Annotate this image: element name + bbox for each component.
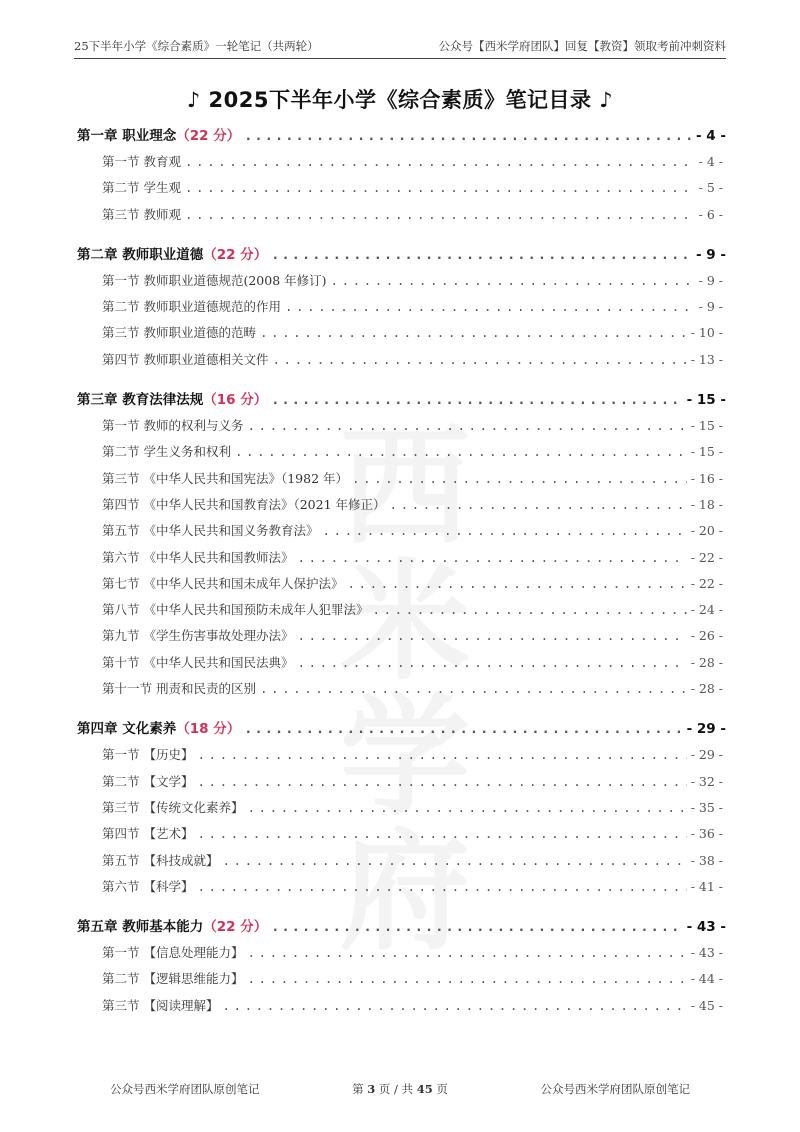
section-title: 第三节 教师职业道德的范畴 (102, 325, 256, 341)
section-title: 第三节 【传统文化素养】 (102, 799, 244, 815)
leader-dots (331, 273, 695, 288)
section-title: 第四节 【艺术】 (102, 826, 194, 842)
section-page-number: - 45 - (690, 997, 723, 1013)
section-title: 第三节 教师观 (102, 206, 181, 222)
toc-section-row[interactable] (77, 574, 726, 600)
toc-section-row[interactable] (77, 297, 726, 323)
section-title: 第三节 《中华人民共和国宪法》（1982 年） (102, 470, 349, 486)
section-title: 第五节 《中华人民共和国义务教育法》 (102, 523, 319, 539)
leader-dots (347, 576, 686, 591)
section-page-number: - 4 - (698, 154, 723, 169)
section-page-number: - 22 - (690, 575, 723, 591)
section-page-number: - 5 - (698, 180, 723, 196)
section-title: 第六节 【科学】 (102, 878, 194, 894)
toc-section-row[interactable] (77, 798, 726, 824)
total-pages: 45 (416, 1082, 433, 1096)
toc-section-row[interactable] (77, 600, 726, 626)
leader-dots (297, 550, 686, 565)
leader-dots (247, 971, 686, 986)
leader-dots (322, 523, 686, 538)
section-page-number: - 28 - (690, 681, 723, 697)
leader-dots (244, 721, 682, 737)
leader-dots (271, 392, 682, 408)
toc-chapter-row[interactable] (77, 124, 726, 150)
chapter-title: 第四章 文化素养（18 分） (77, 721, 241, 738)
leader-dots (185, 207, 695, 222)
toc-section-row[interactable] (77, 469, 726, 495)
section-page-number: - 32 - (690, 773, 723, 789)
section-page-number: - 9 - (698, 272, 723, 288)
chapter-score: （18 分） (176, 721, 241, 738)
toc-section-row[interactable] (77, 653, 726, 679)
section-page-number: - 36 - (690, 826, 723, 842)
section-page-number: - 15 - (690, 418, 723, 434)
leader-dots (272, 352, 686, 367)
chapter-score: （16 分） (203, 392, 268, 409)
section-title: 第七节 《中华人民共和国未成年人保护法》 (102, 575, 344, 591)
section-page-number: - 26 - (690, 628, 723, 644)
leader-dots (197, 879, 686, 894)
section-page-number: - 18 - (690, 496, 723, 512)
toc-section-row[interactable] (77, 350, 726, 376)
section-title: 第一节 【历史】 (102, 747, 194, 763)
section-page-number: - 29 - (690, 747, 723, 763)
section-page-number: - 13 - (690, 351, 723, 367)
leader-dots (185, 180, 695, 195)
current-page: 3 (367, 1082, 376, 1096)
chapter-title: 第三章 教育法律法规（16 分） (77, 392, 268, 409)
toc-chapter-row[interactable] (77, 915, 726, 941)
toc-chapter-row[interactable] (77, 717, 726, 743)
section-page-number: - 41 - (690, 878, 723, 894)
chapter-page-number: - 15 - (686, 392, 726, 409)
leader-dots (297, 628, 686, 643)
chapter-page-number: - 29 - (686, 721, 726, 738)
leader-dots (271, 919, 682, 935)
section-page-number: - 28 - (690, 654, 723, 670)
toc-section-row[interactable] (77, 205, 726, 231)
section-page-number: - 38 - (690, 852, 723, 868)
toc-section-row[interactable] (77, 851, 726, 877)
toc-section-row[interactable] (77, 943, 726, 969)
section-title: 第一节 教师职业道德规范(2008 年修订) (102, 272, 327, 288)
leader-dots (197, 774, 686, 789)
toc-section-row[interactable] (77, 152, 726, 178)
section-title: 第四节 教师职业道德相关文件 (102, 351, 269, 367)
section-title: 第二节 学生义务和权利 (102, 444, 231, 460)
section-page-number: - 44 - (690, 971, 723, 987)
chapter-page-number: - 43 - (686, 919, 726, 936)
leader-dots (197, 747, 686, 762)
leader-dots (372, 602, 686, 617)
section-page-number: - 16 - (690, 470, 723, 486)
chapter-title: 第二章 教师职业道德（22 分） (77, 246, 268, 263)
toc-chapter-row[interactable] (77, 388, 726, 414)
section-page-number: - 6 - (698, 206, 723, 222)
toc-section-row[interactable] (77, 969, 726, 995)
section-title: 第四节 《中华人民共和国教育法》（2021 年修正） (102, 496, 386, 512)
section-page-number: - 43 - (690, 945, 723, 961)
leader-dots (352, 471, 687, 486)
leader-dots (197, 826, 686, 841)
toc-section-row[interactable] (77, 416, 726, 442)
section-page-number: - 15 - (690, 444, 723, 460)
page-title: ♪ 2025下半年小学《综合素质》笔记目录 ♪ (186, 88, 614, 112)
section-page-number: - 22 - (690, 549, 723, 565)
section-page-number: - 35 - (690, 799, 723, 815)
chapter-score: （22 分） (176, 128, 241, 144)
leader-dots (271, 247, 692, 263)
section-title: 第三节 【阅读理解】 (102, 997, 219, 1013)
leader-dots (260, 681, 687, 696)
section-title: 第二节 学生观 (102, 180, 181, 196)
toc-section-row[interactable] (77, 772, 726, 798)
leader-dots (297, 655, 686, 670)
section-page-number: - 24 - (690, 602, 723, 618)
leader-dots (285, 299, 695, 314)
footer-page-number: 第 3 页 / 共 45 页 (352, 1082, 448, 1096)
toc-section-row[interactable] (77, 548, 726, 574)
header-right-text: 公众号【西米学府团队】回复【教资】领取考前冲刺资料 (438, 39, 726, 53)
leader-dots (235, 444, 687, 459)
section-title: 第八节 《中华人民共和国预防未成年人犯罪法》 (102, 602, 369, 618)
page-header (74, 38, 726, 59)
section-title: 第六节 《中华人民共和国教师法》 (102, 549, 294, 565)
leader-dots (185, 154, 695, 169)
toc-section-row[interactable] (77, 271, 726, 297)
section-title: 第九节 《学生伤害事故处理办法》 (102, 628, 294, 644)
section-title: 第一节 【信息处理能力】 (102, 945, 244, 961)
chapter-page-number: - 4 - (696, 128, 726, 144)
leader-dots (244, 128, 692, 144)
toc-section-row[interactable] (77, 679, 726, 705)
toc-section-row[interactable] (77, 178, 726, 204)
toc-section-row[interactable] (77, 824, 726, 850)
chapter-score: （22 分） (203, 246, 268, 263)
toc-section-row[interactable] (77, 745, 726, 771)
section-title: 第十节 《中华人民共和国民法典》 (102, 654, 294, 670)
section-title: 第一节 教师的权利与义务 (102, 418, 244, 434)
leader-dots (222, 853, 686, 868)
leader-dots (247, 945, 686, 960)
leader-dots (390, 497, 687, 512)
toc-section-row[interactable] (77, 877, 726, 903)
section-title: 第五节 【科技成就】 (102, 852, 219, 868)
toc-section-row[interactable] (77, 626, 726, 652)
table-of-contents (77, 124, 726, 1022)
toc-section-row[interactable] (77, 323, 726, 349)
toc-section-row[interactable] (77, 495, 726, 521)
section-title: 第二节 教师职业道德规范的作用 (102, 299, 281, 315)
chapter-title: 第五章 教师基本能力（22 分） (77, 919, 268, 936)
leader-dots (247, 800, 686, 815)
section-title: 第二节 【文学】 (102, 773, 194, 789)
section-page-number: - 9 - (698, 299, 723, 315)
footer-left-text: 公众号西米学府团队原创笔记 (110, 1082, 260, 1096)
section-title: 第二节 【逻辑思维能力】 (102, 971, 244, 987)
header-left-text: 25下半年小学《综合素质》一轮笔记（共两轮） (74, 39, 319, 53)
leader-dots (247, 418, 686, 433)
section-title: 第一节 教育观 (102, 154, 181, 169)
chapter-page-number: - 9 - (696, 246, 726, 263)
section-title: 第十一节 刑责和民责的区别 (102, 681, 256, 697)
toc-section-row[interactable] (77, 521, 726, 547)
section-page-number: - 20 - (690, 523, 723, 539)
leader-dots (260, 325, 687, 340)
toc-section-row[interactable] (77, 996, 726, 1022)
footer-right-text: 公众号西米学府团队原创笔记 (540, 1082, 690, 1096)
page-footer (110, 1081, 690, 1097)
chapter-score: （22 分） (203, 919, 268, 936)
chapter-title: 第一章 职业理念（22 分） (77, 128, 241, 144)
section-page-number: - 10 - (690, 325, 723, 341)
toc-chapter-row[interactable] (77, 243, 726, 269)
toc-section-row[interactable] (77, 442, 726, 468)
leader-dots (222, 998, 686, 1013)
